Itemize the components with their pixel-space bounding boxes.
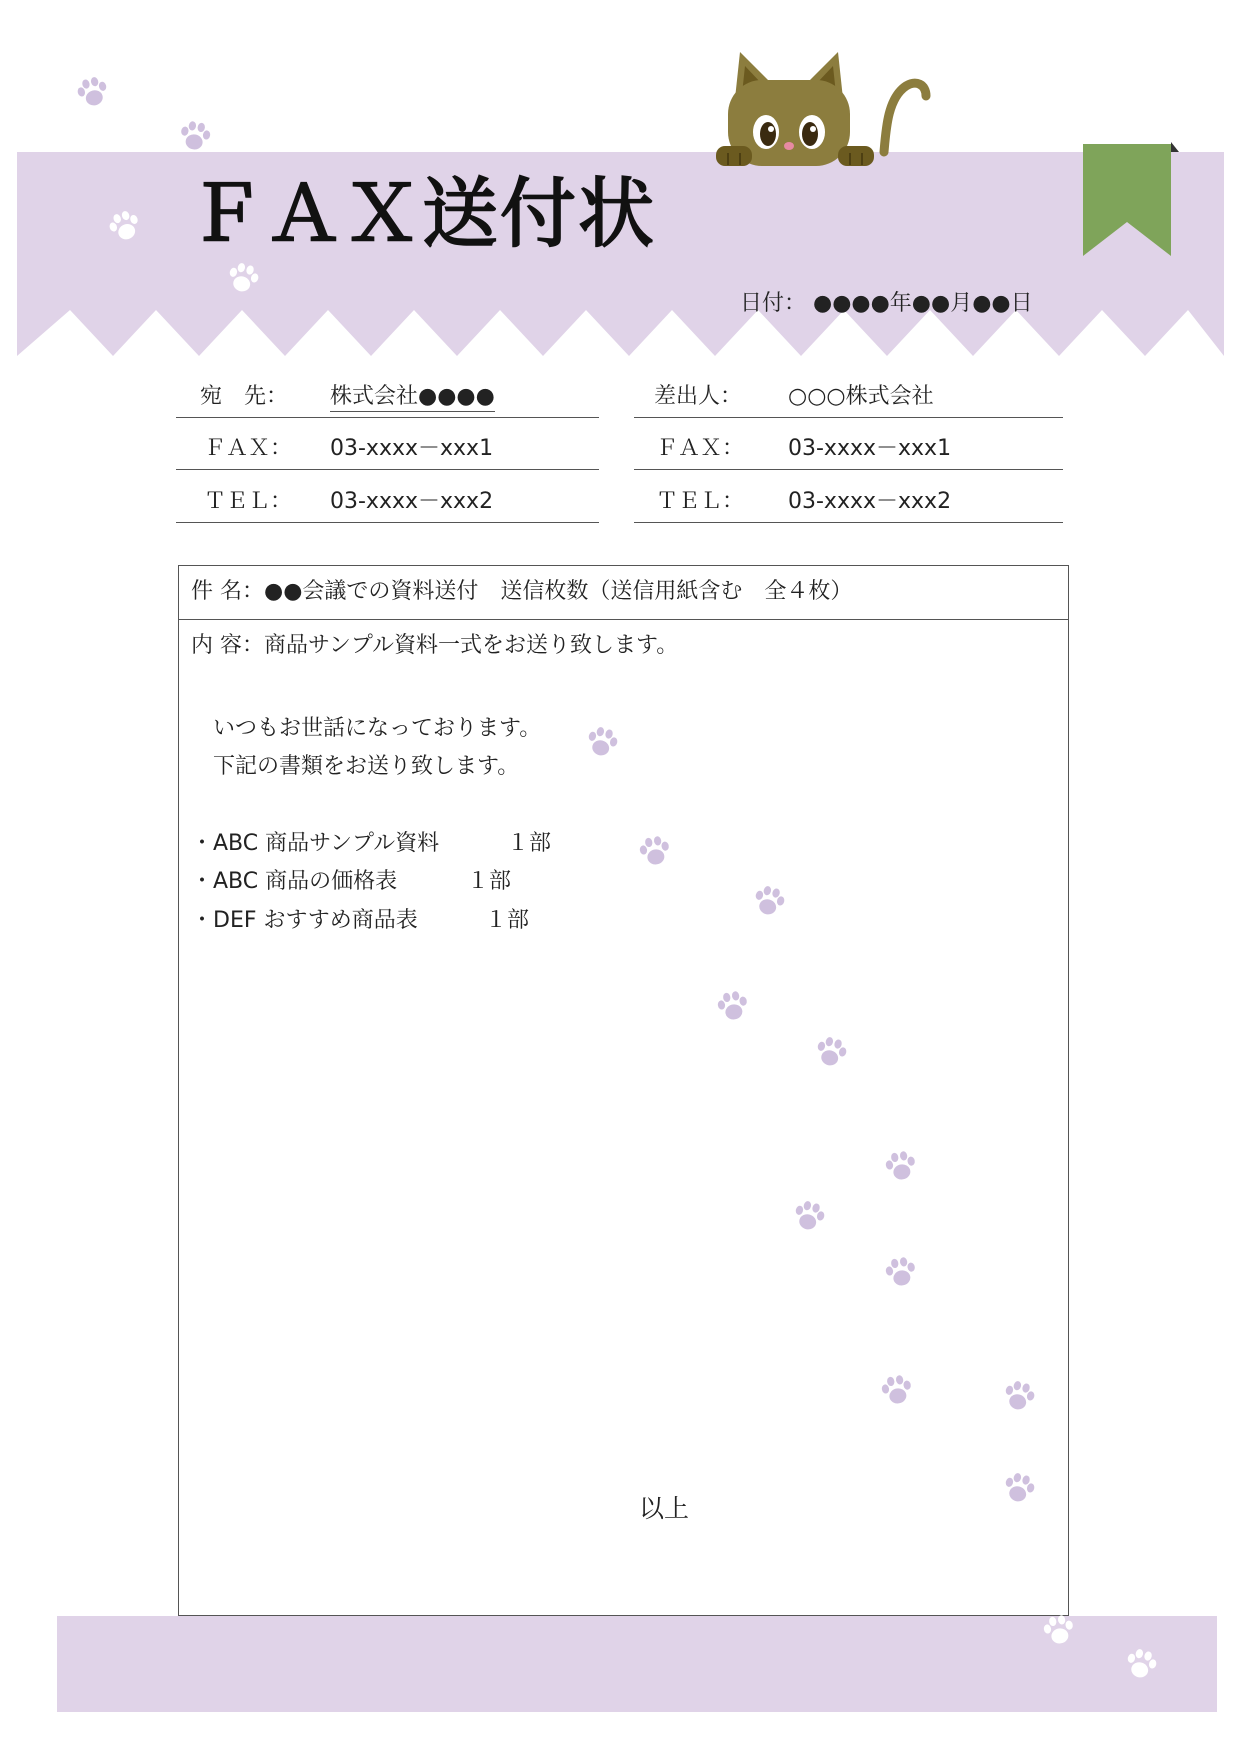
page-title: ＦＡＸ送付状: [188, 169, 656, 258]
paw-print-icon: [713, 987, 752, 1026]
date-row: [740, 288, 1033, 320]
recipient-fax-value: 03-xxxx－xxx1: [330, 436, 494, 461]
date-value: ●●●●年●●月●●日: [813, 291, 1033, 316]
paw-print-icon: [881, 1147, 920, 1186]
recipient-to-row: [176, 365, 599, 418]
greeting-line-1: いつもお世話になっております。: [213, 716, 542, 741]
sender-tel-label: ＴＥＬ：: [656, 489, 745, 514]
list-item-qty: １部: [485, 908, 530, 933]
sender-fax-label: ＦＡＸ：: [656, 436, 745, 461]
sender-from-value: ○○○株式会社: [788, 384, 934, 409]
paw-print-icon: [881, 1253, 920, 1292]
paw-print-icon: [175, 117, 214, 156]
content-text: 内 容：商品サンプル資料一式をお送り致します。: [191, 633, 679, 658]
greeting-line-2: 下記の書類をお送り致します。: [213, 754, 520, 779]
recipient-tel-row: [176, 470, 599, 523]
list-item-name: ・ABC 商品サンプル資料: [191, 831, 440, 856]
list-item-name: ・ABC 商品の価格表: [191, 869, 398, 894]
sender-fax-value: 03-xxxx－xxx1: [788, 436, 952, 461]
recipient-fax-row: [176, 417, 599, 470]
subject-text: 件 名：●●会議での資料送付 送信枚数（送信用紙含む 全４枚）: [191, 579, 853, 604]
paw-print-icon: [1039, 1611, 1078, 1650]
subject-row: [179, 566, 1068, 620]
list-item-name: ・DEF おすすめ商品表: [191, 908, 418, 933]
paw-print-icon: [72, 72, 114, 114]
paw-print-icon: [635, 832, 674, 871]
bookmark-ribbon-icon: [1083, 142, 1179, 260]
date-label: 日付：: [740, 291, 807, 316]
recipient-tel-value: 03-xxxx－xxx2: [330, 489, 494, 514]
cat-peeking-icon: [716, 48, 946, 166]
list-item-qty: １部: [507, 831, 552, 856]
list-item-qty: １部: [467, 869, 512, 894]
sender-tel-value: 03-xxxx－xxx2: [788, 489, 952, 514]
recipient-to-label: 宛 先：: [200, 384, 289, 409]
recipient-fax-label: ＦＡＸ：: [204, 436, 293, 461]
sender-tel-row: [634, 470, 1063, 523]
recipient-to-value: 株式会社●●●●: [330, 379, 495, 412]
sender-fax-row: [634, 417, 1063, 470]
closing-text: 以上: [639, 1494, 690, 1523]
paw-print-icon: [877, 1371, 916, 1410]
sender-from-label: 差出人：: [654, 384, 743, 409]
message-box: [178, 565, 1069, 1616]
sender-from-row: [634, 365, 1063, 418]
recipient-tel-label: ＴＥＬ：: [204, 489, 293, 514]
